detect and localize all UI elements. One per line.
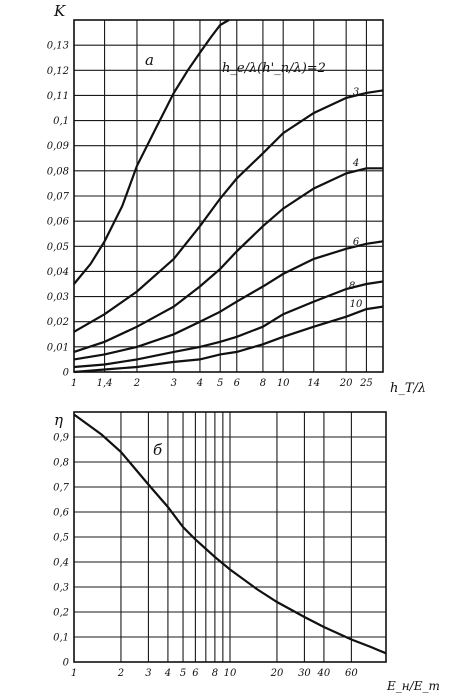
panel-a-x-tick-label: 25 xyxy=(360,378,373,389)
panel-b-label: б xyxy=(153,441,163,459)
panel-b-y-tick-label: 0,8 xyxy=(53,457,69,469)
panel-a-series-label: 8 xyxy=(348,281,356,292)
panel-a-y-tick-label: 0,04 xyxy=(46,266,69,278)
panel-a-y-tick-label: 0,02 xyxy=(46,317,69,329)
panel-a-ylabel: K xyxy=(54,2,66,20)
panel-b-y-tick-label: 0,6 xyxy=(53,507,69,519)
panel-a-x-tick-label: 8 xyxy=(259,378,267,389)
panel-a-x-tick-label: 6 xyxy=(233,378,240,389)
panel-a-y-tick-label: 0,11 xyxy=(46,90,69,102)
panel-b-ylabel: η xyxy=(54,411,63,429)
panel-a-y-tick-label: 0,12 xyxy=(46,65,69,77)
panel-a-annotation: h_e/λ(h'_n/λ)=2 xyxy=(222,61,326,76)
panel-a-y-tick-label: 0,09 xyxy=(46,141,69,153)
panel-b-x-tick-label: 4 xyxy=(164,668,172,679)
panel-a-y-tick-label: 0,01 xyxy=(46,342,69,354)
panel-a-y-tick-label: 0,05 xyxy=(46,241,69,253)
panel-b-y-tick-label: 0,4 xyxy=(53,557,69,569)
panel-a-x-tick-label: 3 xyxy=(170,378,177,389)
panel-b-x-tick-label: 60 xyxy=(345,668,358,679)
panel-b-y-tick-label: 0,5 xyxy=(53,532,69,544)
panel-a-y-tick-label: 0,13 xyxy=(46,40,69,52)
panel-a-y-tick-label: 0,07 xyxy=(46,191,69,203)
panel-a-chart xyxy=(47,2,426,396)
panel-a-y-tick-label: 0,06 xyxy=(46,216,69,228)
panel-b-x-tick-label: 6 xyxy=(192,668,199,679)
panel-b-x-tick-label: 8 xyxy=(211,668,219,679)
panel-a-x-tick-label: 4 xyxy=(196,378,204,389)
panel-a-y-tick-label: 0,1 xyxy=(53,116,69,128)
panel-b-y-tick-label: 0,7 xyxy=(53,482,69,494)
panel-a-x-tick-label: 10 xyxy=(276,378,290,389)
panel-b-y-tick-label: 0,2 xyxy=(53,607,69,619)
panel-a-x-tick-label: 20 xyxy=(339,378,353,389)
panel-b-x-tick-label: 40 xyxy=(317,668,331,679)
panel-b-x-tick-label: 3 xyxy=(145,668,152,679)
panel-b-x-tick-label: 30 xyxy=(298,668,311,679)
panel-a-series-label: 10 xyxy=(349,299,363,310)
panel-b-x-tick-label: 1 xyxy=(70,668,78,679)
panel-a-series-label: 6 xyxy=(352,237,360,248)
panel-a-x-tick-label: 1,4 xyxy=(96,378,113,389)
panel-b-x-tick-label: 5 xyxy=(179,668,187,679)
panel-b-y-tick-label: 0,9 xyxy=(53,432,69,444)
panel-b-x-tick-label: 10 xyxy=(223,668,237,679)
panel-a-x-tick-label: 5 xyxy=(217,378,224,389)
panel-b-y-tick-label: 0,1 xyxy=(53,632,69,644)
panel-a-xlabel: h_T/λ xyxy=(390,381,427,396)
panel-a-x-tick-label: 2 xyxy=(133,378,141,389)
panel-a-label: a xyxy=(145,51,154,69)
panel-b-x-tick-label: 2 xyxy=(117,668,125,679)
panel-b-chart xyxy=(53,411,440,693)
panel-a-y-tick-label: 0 xyxy=(62,367,69,379)
panel-b-x-tick-label: 20 xyxy=(270,668,284,679)
panel-b-y-tick-label: 0 xyxy=(62,657,69,669)
panel-a-x-tick-label: 14 xyxy=(307,378,321,389)
panel-a-y-tick-label: 0,08 xyxy=(46,166,69,178)
panel-a-x-tick-label: 1 xyxy=(70,378,78,389)
panel-a-series-label: 4 xyxy=(352,158,360,169)
panel-a-y-tick-label: 0,03 xyxy=(46,292,69,304)
panel-b-y-tick-label: 0,3 xyxy=(53,582,69,594)
panel-b-xlabel: E_н/E_т xyxy=(387,679,440,693)
panel-a-series-label: 3 xyxy=(352,87,360,98)
